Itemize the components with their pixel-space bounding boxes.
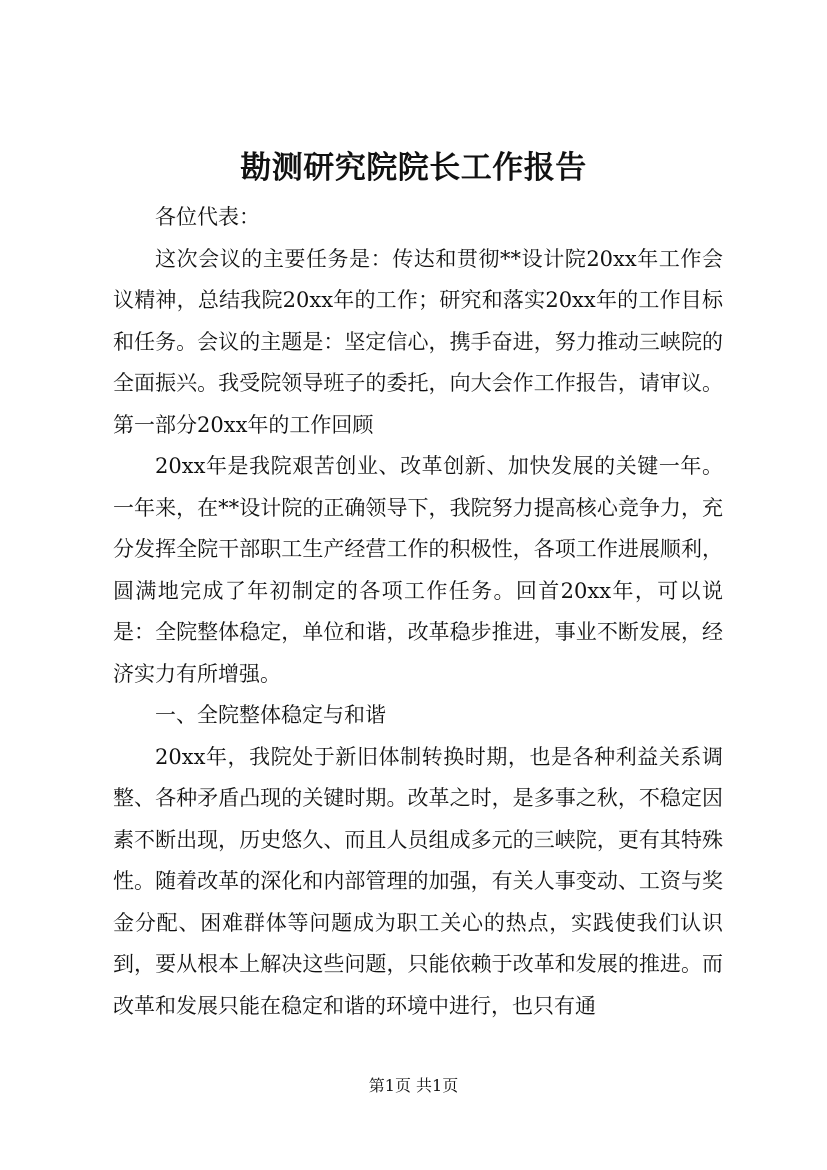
page-footer: 第1页 共1页 (368, 1076, 459, 1095)
intro-paragraph: 这次会议的主要任务是：传达和贯彻**设计院20xx年工作会议精神，总结我院20xx年的工作；研究和落实20xx年的工作目标和任务。会议的主题是：坚定信心，携手奋进，努力推动三峡院的全面振兴。我受院领导班子的委托，向大会作工作报告，请审议。第一部分20xx年的工作回顾 (113, 246, 723, 437)
salutation-paragraph: 各位代表： (155, 205, 260, 229)
stability-paragraph: 20xx年，我院处于新旧体制转换时期，也是各种利益关系调整、各种矛盾凸现的关键时期。改革之时，是多事之秋，不稳定因素不断出现，历史悠久、而且人员组成多元的三峡院，更有其特殊性。随着改革的深化和内部管理的加强，有关人事变动、工资与奖金分配、困难群体等问题成为职工关心的热点，实践使我们认识到，要从根本上解决这些问题，只能依赖于改革和发展的推进。而改革和发展只能在稳定和谐的环境中进行，也只有通 (113, 744, 723, 1018)
document-body (113, 197, 723, 1027)
section-heading: 一、全院整体稳定与和谐 (155, 703, 386, 727)
review-paragraph: 20xx年是我院艰苦创业、改革创新、加快发展的关键一年。一年来，在**设计院的正确领导下，我院努力提高核心竞争力，充分发挥全院干部职工生产经营工作的积极性，各项工作进展顺利，圆满地完成了年初制定的各项工作任务。回首20xx年，可以说是：全院整体稳定，单位和谐，改革稳步推进，事业不断发展，经济实力有所增强。 (113, 454, 723, 686)
document-title: 勘测研究院院长工作报告 (240, 150, 587, 186)
